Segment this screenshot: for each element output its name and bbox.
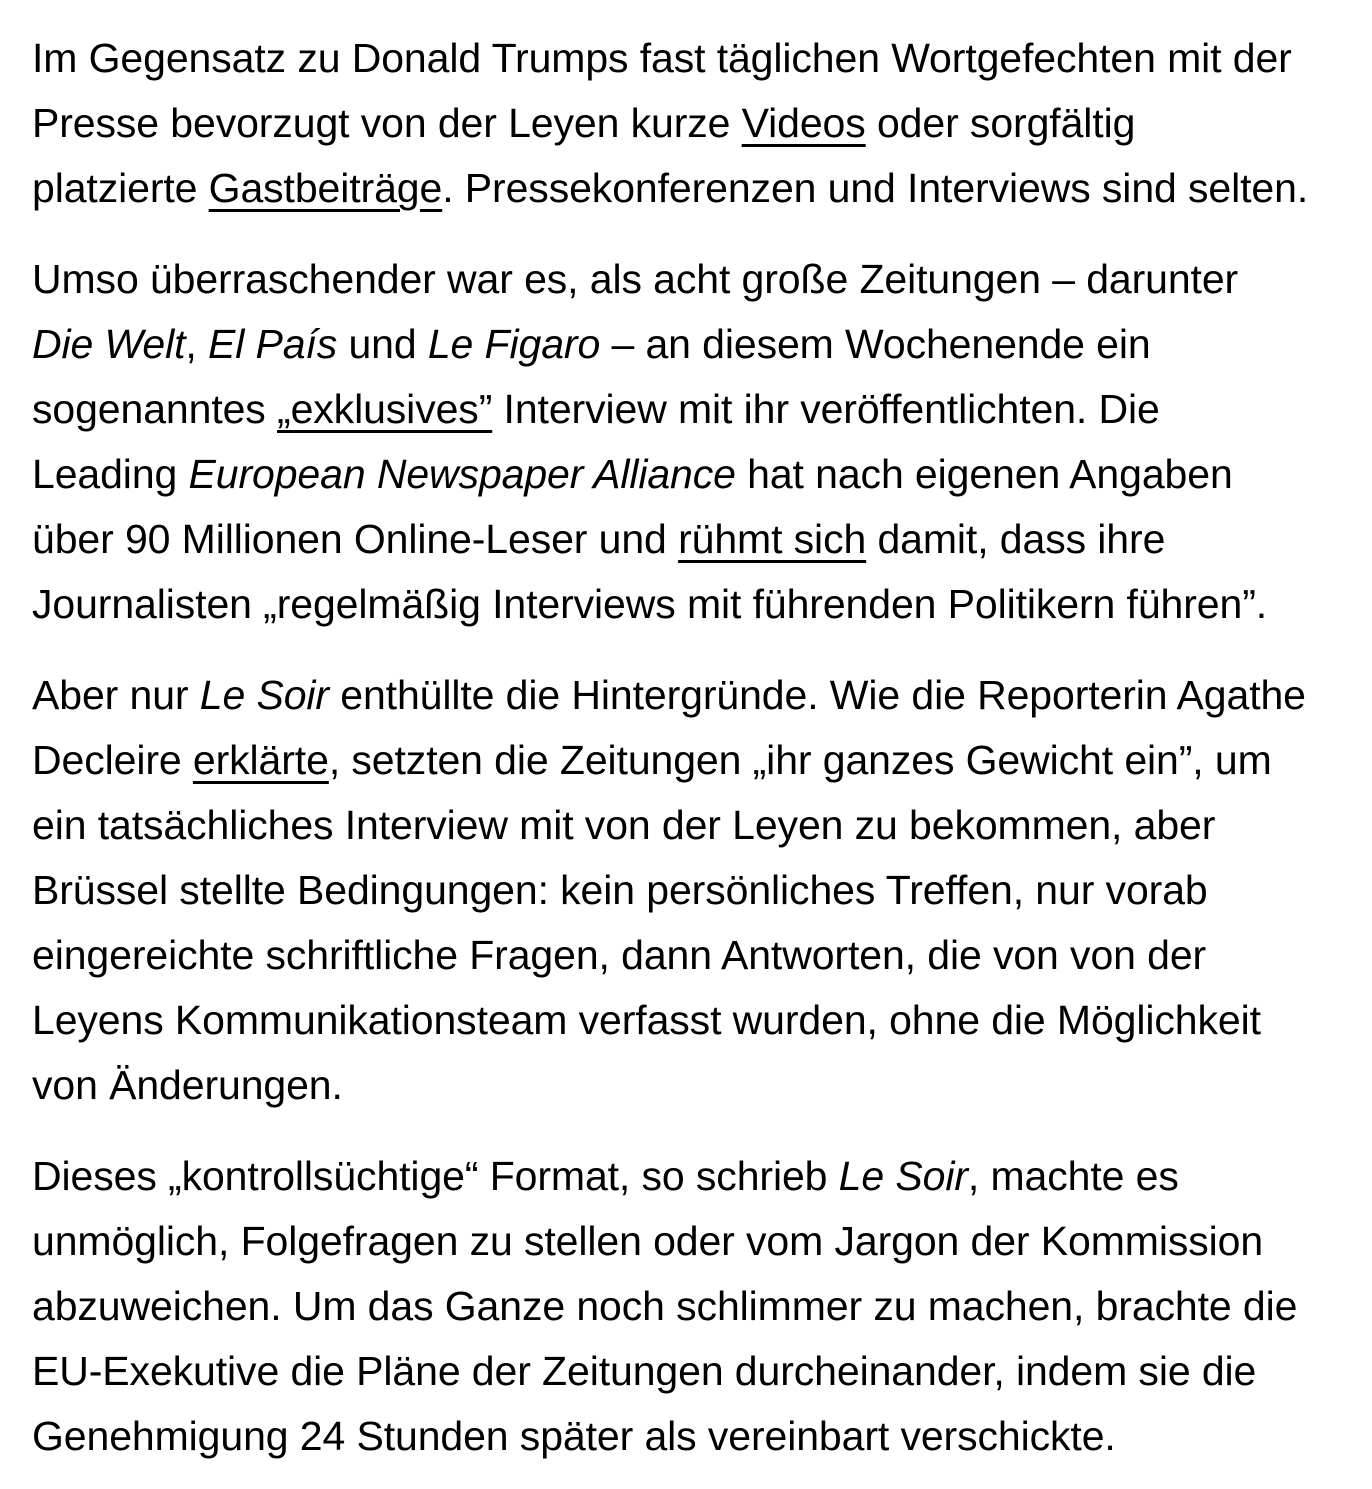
inline-emphasis: European Newspaper Alliance: [188, 451, 736, 497]
inline-text: Im Gegensatz zu Donald Trumps fast täglichen Wortgefechten mit der Presse bevorzugt von der Leyen kurze: [32, 35, 1292, 146]
inline-text: , setzten die Zeitungen „ihr ganzes Gewicht ein”, um ein tatsächliches Interview mit von der Leyen zu bekommen, aber Brüssel stellte Bedingungen: kein persönliches Treffen, nur vorab eingereichte schriftliche Fragen, dann Antworten, die von von der Leyens Kommunikationsteam verfasst wurden, ohne die Möglichkeit von Änderungen.: [32, 737, 1272, 1108]
inline-text: enthüllte die Hintergründe. Wie die Reporterin Agathe Decleire: [32, 672, 1306, 783]
inline-text: Aber nur: [32, 672, 200, 718]
inline-emphasis: Le Soir: [199, 672, 329, 718]
inline-text: hat nach eigenen Angaben über 90 Millionen Online-Leser und: [32, 451, 1233, 562]
inline-emphasis: Le Figaro: [427, 321, 601, 367]
inline-text: , machte es unmöglich, Folgefragen zu stellen oder vom Jargon der Kommission abzuweichen. Um das Ganze noch schlimmer zu machen, brachte die EU-Exekutive die Pläne der Zeitungen durcheinander, indem sie die Genehmigung 24 Stunden später als vereinbart verschickte.: [32, 1153, 1298, 1459]
article-paragraph: [32, 663, 1310, 1118]
inline-text: . Pressekonferenzen und Interviews sind selten.: [442, 165, 1309, 211]
article-paragraph: [32, 247, 1310, 637]
inline-link[interactable]: Gastbeiträge: [208, 165, 443, 211]
inline-text: oder sorgfältig platzierte: [32, 100, 1136, 211]
inline-emphasis: El País: [207, 321, 338, 367]
inline-text: ,: [185, 321, 208, 367]
inline-text: Interview mit ihr veröffentlichten. Die Leading: [32, 386, 1160, 497]
inline-text: Dieses „kontrollsüchtige“ Format, so schrieb: [32, 1153, 839, 1199]
inline-text: und: [337, 321, 428, 367]
inline-text: Umso überraschender war es, als acht große Zeitungen – darunter: [32, 256, 1239, 302]
inline-emphasis: Die Welt: [32, 321, 186, 367]
article-paragraph: [32, 1144, 1310, 1469]
inline-link[interactable]: Videos: [741, 100, 866, 146]
inline-link[interactable]: rühmt sich: [678, 516, 867, 562]
inline-emphasis: Le Soir: [838, 1153, 968, 1199]
inline-text: – an diesem Wochenende ein sogenanntes: [32, 321, 1151, 432]
article-paragraph: [32, 26, 1310, 221]
inline-link[interactable]: „exklusives”: [277, 386, 493, 432]
inline-link[interactable]: erklärte: [192, 737, 329, 783]
inline-text: damit, dass ihre Journalisten „regelmäßig Interviews mit führenden Politikern führen”.: [32, 516, 1268, 627]
